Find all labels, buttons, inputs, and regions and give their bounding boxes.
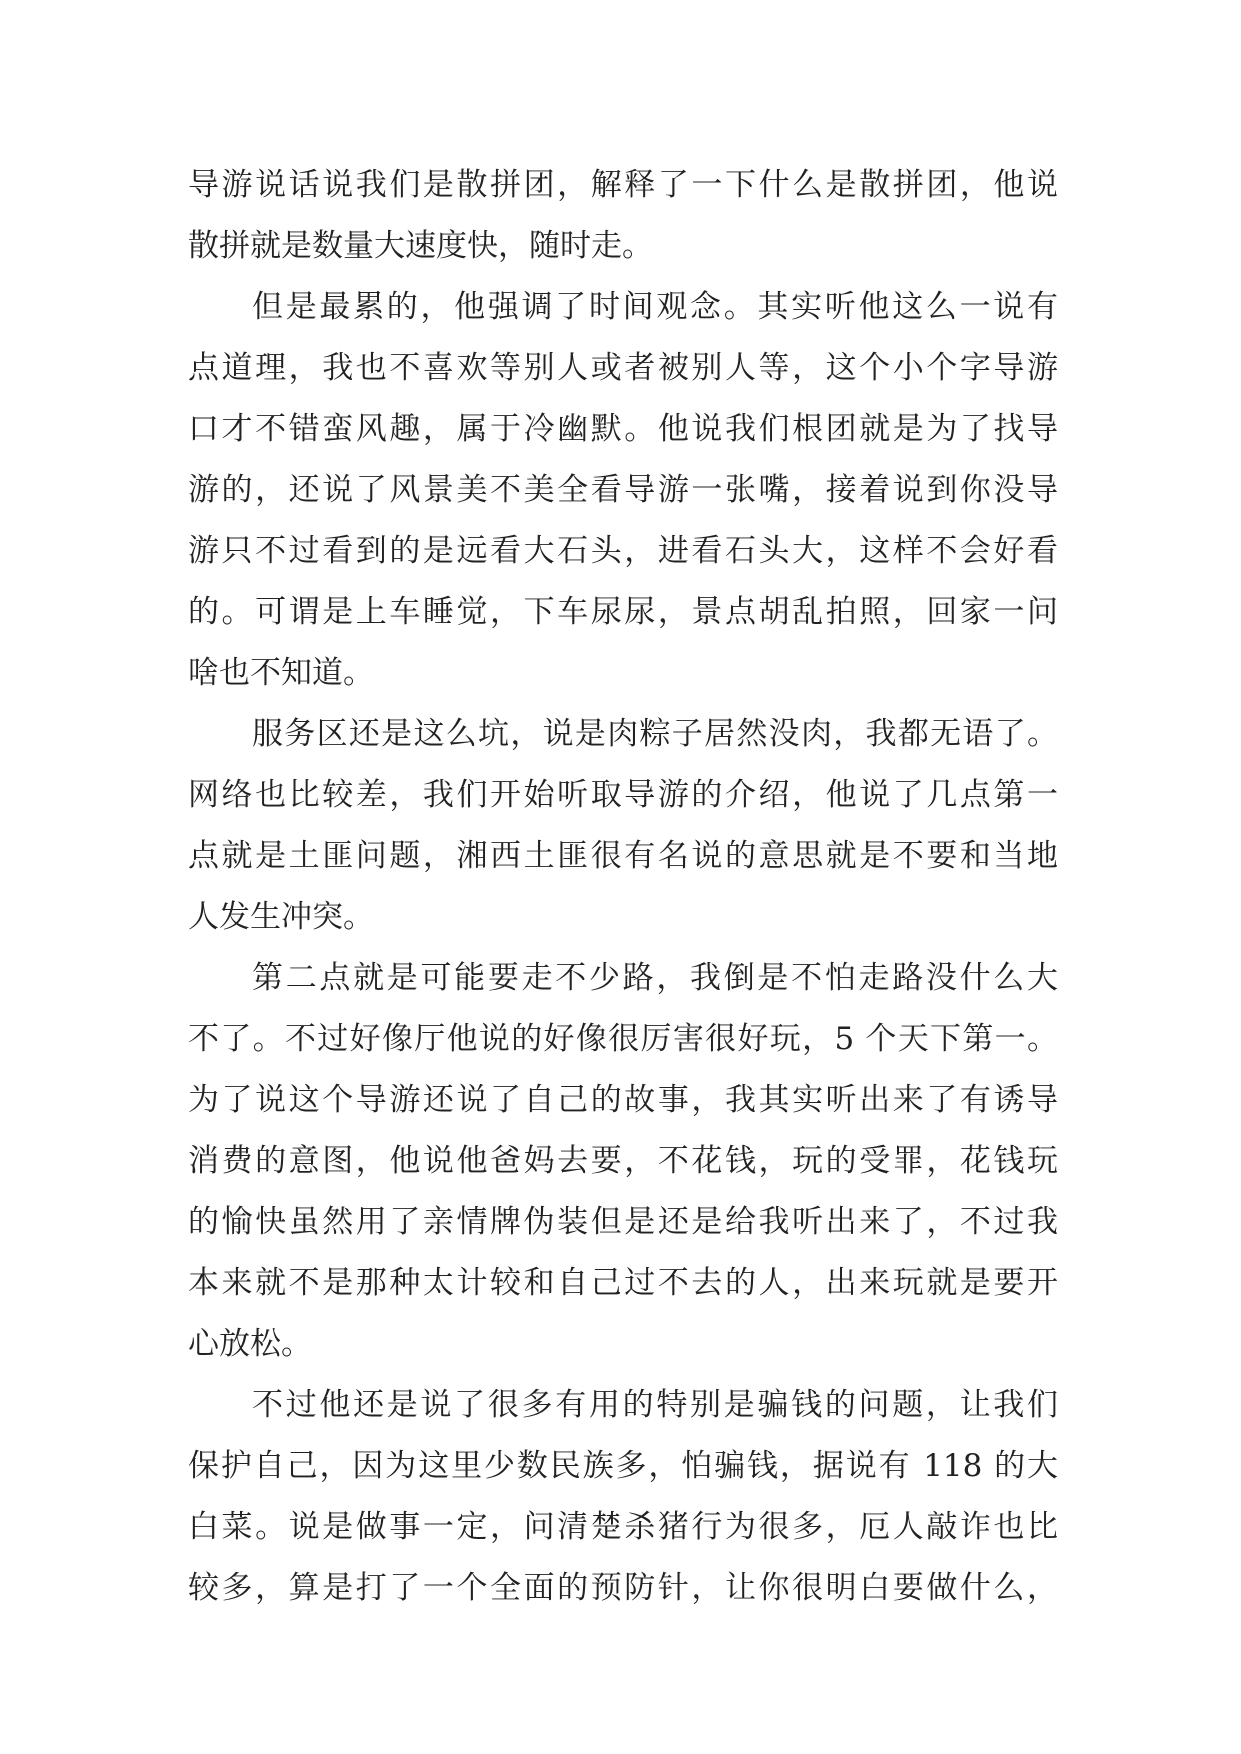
text-line: 较多，算是打了一个全面的预防针，让你很明白要做什么， bbox=[188, 1570, 1058, 1606]
text-line: 消费的意图，他说他爸妈去要，不花钱，玩的受罪，花钱玩 bbox=[188, 1143, 1058, 1179]
text-line: 网络也比较差，我们开始听取导游的介绍，他说了几点第一 bbox=[188, 777, 1058, 813]
text-line: 游只不过看到的是远看大石头，进看石头大，这样不会好看 bbox=[188, 533, 1058, 569]
text-line: 游的，还说了风景美不美全看导游一张嘴，接着说到你没导 bbox=[188, 472, 1058, 508]
paragraph-first-line: 服务区还是这么坑，说是肉粽子居然没肉，我都无语了。 bbox=[252, 716, 1058, 752]
text-line: 散拼就是数量大速度快，随时走。 bbox=[188, 228, 653, 264]
text-line: 啥也不知道。 bbox=[188, 655, 374, 691]
text-line: 口才不错蛮风趣，属于冷幽默。他说我们根团就是为了找导 bbox=[188, 411, 1058, 447]
text-line: 本来就不是那种太计较和自己过不去的人，出来玩就是要开 bbox=[188, 1265, 1058, 1301]
text-line: 点就是土匪问题，湘西土匪很有名说的意思就是不要和当地 bbox=[188, 838, 1058, 874]
text-line: 不了。不过好像厅他说的好像很厉害很好玩，5 个天下第一。 bbox=[188, 1021, 1058, 1057]
text-line: 人发生冲突。 bbox=[188, 899, 374, 935]
text-line: 的愉快虽然用了亲情牌伪装但是还是给我听出来了，不过我 bbox=[188, 1204, 1058, 1240]
text-line: 心放松。 bbox=[188, 1326, 312, 1362]
document-body bbox=[188, 155, 1058, 1619]
text-line: 导游说话说我们是散拼团，解释了一下什么是散拼团，他说 bbox=[188, 167, 1058, 203]
paragraph-first-line: 但是最累的，他强调了时间观念。其实听他这么一说有 bbox=[252, 289, 1058, 325]
text-line: 的。可谓是上车睡觉，下车尿尿，景点胡乱拍照，回家一问 bbox=[188, 594, 1058, 630]
text-line: 为了说这个导游还说了自己的故事，我其实听出来了有诱导 bbox=[188, 1082, 1058, 1118]
text-line: 保护自己，因为这里少数民族多，怕骗钱，据说有 118 的大 bbox=[188, 1448, 1058, 1484]
paragraph-first-line: 第二点就是可能要走不少路，我倒是不怕走路没什么大 bbox=[252, 960, 1058, 996]
text-line: 白菜。说是做事一定，问清楚杀猪行为很多，厄人敲诈也比 bbox=[188, 1509, 1058, 1545]
text-line: 点道理，我也不喜欢等别人或者被别人等，这个小个字导游 bbox=[188, 350, 1058, 386]
paragraph-first-line: 不过他还是说了很多有用的特别是骗钱的问题，让我们 bbox=[252, 1387, 1058, 1423]
